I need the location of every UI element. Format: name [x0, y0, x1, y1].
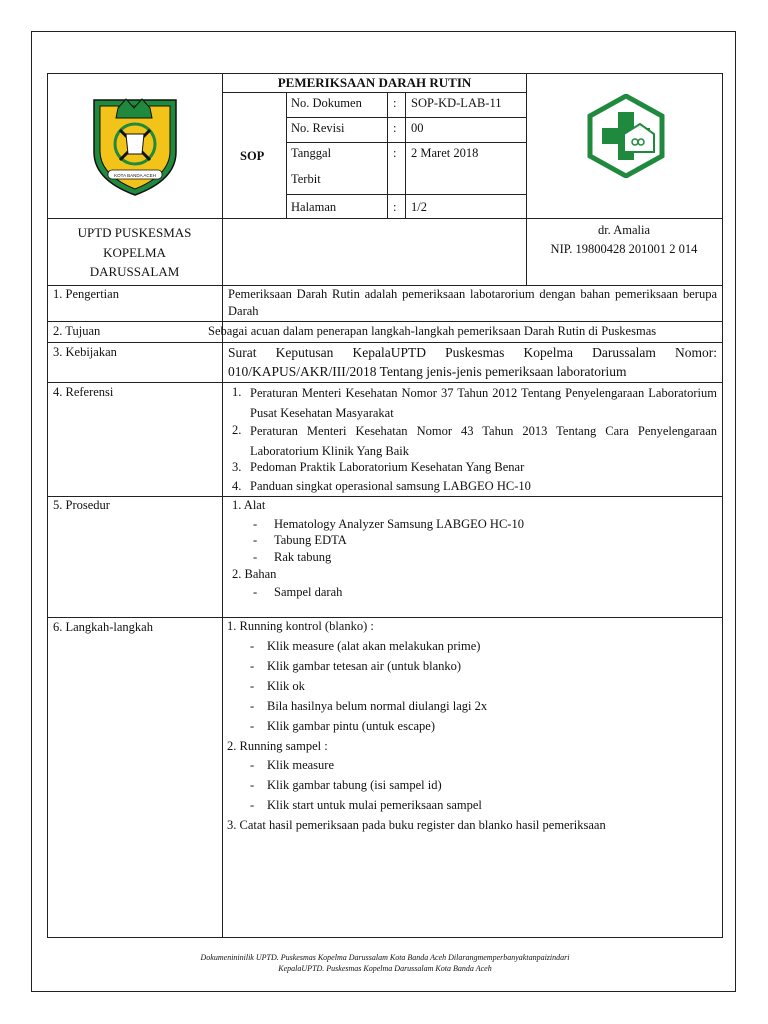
meta-sep: : [393, 121, 397, 135]
dash: - [250, 719, 255, 733]
list-item-number: 3. [232, 460, 242, 474]
bahan-item: Sampel darah [274, 585, 343, 599]
meta-value-halaman: 1/2 [411, 200, 427, 214]
referensi-item: Peraturan Menteri Kesehatan Nomor 37 Tahun 2012 Tentang Penyelengaraan Laboratorium Pusat Kesehatan Masyarakat [250, 386, 717, 420]
pengertian-text: Pemeriksaan Darah Rutin adalah pemeriksaan labotarorium dengan bahan pemeriksaan berupa Darah [228, 287, 717, 318]
alat-item: Rak tabung [274, 550, 332, 564]
meta-label-tanggal: Tanggal [291, 146, 332, 160]
signer-name: dr. Amalia [597, 223, 651, 237]
section-label-kebijakan: 3. Kebijakan [53, 345, 117, 359]
org-name-line: DARUSSALAM [89, 264, 180, 279]
dash: - [250, 679, 255, 693]
dash: - [253, 533, 258, 547]
step1-item: Klik gambar tetesan air (untuk blanko) [267, 659, 462, 673]
footer-line: Dokumenininilik UPTD. Puskesmas Kopelma Darussalam Kota Banda Aceh Dilarangmemperbanyaktanpaizindari [200, 953, 570, 962]
meta-value-no-dokumen: SOP-KD-LAB-11 [411, 96, 502, 110]
document-title: PEMERIKSAAN DARAH RUTIN [277, 75, 472, 90]
dash: - [253, 517, 258, 531]
referensi-item: Peraturan Menteri Kesehatan Nomor 43 Tahun 2013 Tentang Cara Penyelengaraan Laboratorium Klinik Yang Baik [250, 424, 717, 458]
meta-value-tanggal: 2 Maret 2018 [411, 146, 479, 160]
step2-item: Klik measure [267, 758, 334, 772]
section-label-tujuan: 2. Tujuan [53, 324, 101, 338]
step1-item: Bila hasilnya belum normal diulangi lagi 2x [267, 699, 488, 713]
section-label-pengertian: 1. Pengertian [53, 287, 119, 301]
step1-item: Klik ok [267, 679, 305, 693]
dash: - [250, 659, 255, 673]
referensi-item: Panduan singkat operasional samsung LABGEO HC-10 [250, 479, 531, 493]
org-name [47, 223, 222, 282]
meta-label-no-dokumen: No. Dokumen [291, 96, 362, 110]
dash: - [250, 639, 255, 653]
org-name-line: UPTD PUSKESMAS [77, 225, 192, 240]
bahan-heading: 2. Bahan [232, 567, 277, 581]
meta-sep: : [393, 146, 397, 160]
crest-ribbon-text: KOTA BANDA ACEH [114, 173, 156, 178]
tujuan-text: Sebagai acuan dalam penerapan langkah-langkah pemeriksaan Darah Rutin di Puskesmas [208, 324, 657, 338]
org-name-line: KOPELMA [103, 244, 166, 260]
meta-sep: : [393, 200, 397, 214]
list-item-number: 2. [232, 423, 242, 437]
section-label-prosedur: 5. Prosedur [53, 498, 110, 512]
meta-sep: : [393, 96, 397, 110]
step1-item: Klik measure (alat akan melakukan prime) [267, 639, 481, 653]
puskesmas-logo [584, 94, 668, 178]
kebijakan-text: Surat Keputusan KepalaUPTD Puskesmas Kopelma Darussalam Nomor: 010/KAPUS/AKR/III/2018 Tentang jenis-jenis pemeriksaan laboratorium [228, 345, 717, 379]
alat-heading: 1. Alat [232, 498, 266, 512]
signer-nip: NIP. 19800428 201001 2 014 [550, 242, 698, 256]
step2-heading: 2. Running sampel : [227, 739, 328, 753]
step3-item: 3. Catat hasil pemeriksaan pada buku register dan blanko hasil pemeriksaan [227, 818, 606, 832]
dash: - [253, 585, 258, 599]
step2-item: Klik start untuk mulai pemeriksaan sampel [267, 798, 482, 812]
alat-item: Hematology Analyzer Samsung LABGEO HC-10 [274, 517, 524, 531]
dash: - [250, 758, 255, 772]
meta-label-no-revisi: No. Revisi [291, 121, 345, 135]
footer-line: KepalaUPTD. Puskesmas Kopelma Darussalam Kota Banda Aceh [278, 964, 492, 973]
dash: - [250, 699, 255, 713]
meta-label-terbit: Terbit [291, 172, 321, 186]
alat-item: Tabung EDTA [274, 533, 347, 547]
dash: - [250, 778, 255, 792]
step1-item: Klik gambar pintu (untuk escape) [267, 719, 436, 733]
dash: - [250, 798, 255, 812]
section-label-referensi: 4. Referensi [53, 385, 114, 399]
meta-label-halaman: Halaman [291, 200, 337, 214]
step1-heading: 1. Running kontrol (blanko) : [227, 619, 374, 633]
section-label-langkah: 6. Langkah-langkah [53, 620, 153, 634]
step2-item: Klik gambar tabung (isi sampel id) [267, 778, 442, 792]
meta-value-no-revisi: 00 [411, 121, 424, 135]
city-crest-logo [88, 94, 182, 198]
list-item-number: 4. [232, 479, 242, 493]
referensi-item: Pedoman Praktik Laboratorium Kesehatan Yang Benar [250, 460, 525, 474]
sop-label: SOP [240, 149, 265, 163]
dash: - [253, 550, 258, 564]
document-footer [60, 952, 710, 974]
list-item-number: 1. [232, 385, 242, 399]
